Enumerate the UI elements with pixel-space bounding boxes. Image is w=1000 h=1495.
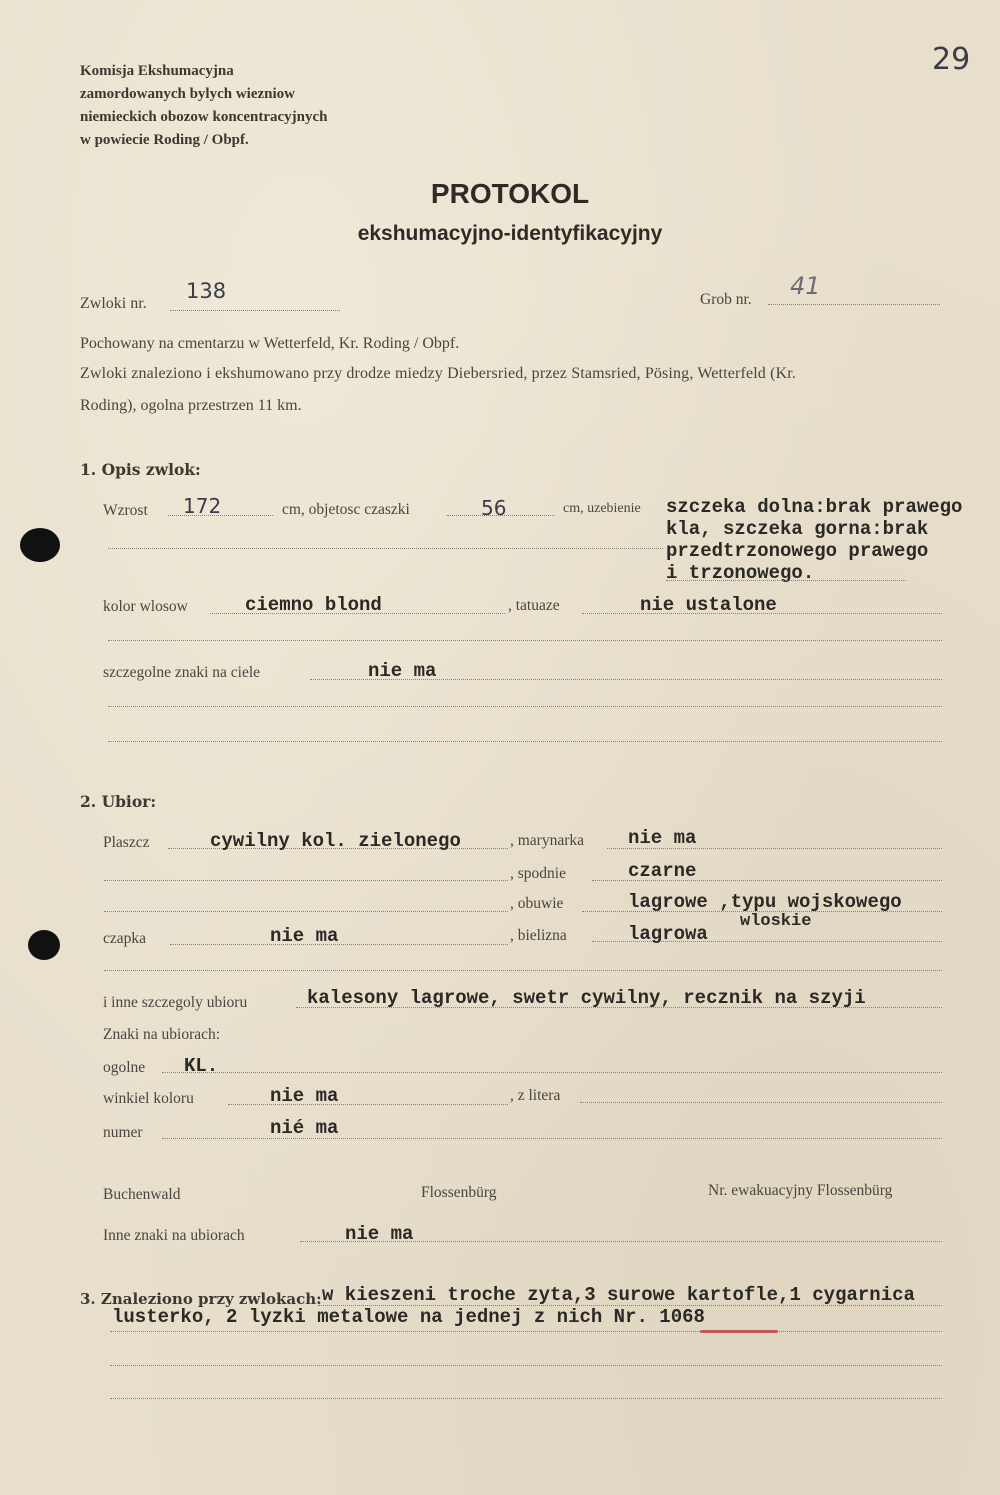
obuwie-value: lagrowe ,typu wojskowego [628,891,902,913]
grob-label: Grob nr. [700,291,752,308]
header-line: Komisja Ekshumacyjna [80,63,234,79]
uzebienie-label: cm, uzebienie [563,501,641,516]
obuwie-extra: wloskie [740,912,812,931]
inne-znaki-value: nie ma [345,1223,414,1245]
wzrost-label: Wzrost [103,502,148,519]
numer-label: numer [103,1124,143,1141]
document-subtitle: ekshumacyjno-identyfikacyjny [357,222,663,245]
cemetery-text: Pochowany na cmentarzu w Wetterfeld, Kr. Roding / Obpf. [80,335,460,352]
uzebienie-line: szczeka dolna:brak prawego [666,496,963,518]
section3-title: 3. Znaleziono przy zwlokach: [80,1290,322,1308]
zwloki-label: Zwloki nr. [80,295,147,312]
found-items-line2: lusterko, 2 lyzki metalowe na jednej z nich Nr. 1068 [112,1306,705,1328]
czapka-label: czapka [103,930,147,947]
numer-value: nié ma [270,1117,339,1139]
uzebienie-line: i trzonowego. [666,562,815,584]
buchenwald-label: Buchenwald [103,1186,181,1203]
winkiel-label: winkiel koloru [103,1090,194,1107]
inne-value: kalesony lagrowe, swetr cywilny, recznik na szyji [307,987,866,1009]
uzebienie-line: kla, szczeka gorna:brak [666,518,929,540]
tatuaze-label: , tatuaze [508,597,560,614]
ewakuacyjny-label: Nr. ewakuacyjny Flossenbürg [708,1182,893,1199]
znaki-value: nie ma [368,660,437,682]
punch-hole [28,930,60,960]
litera-label: , z litera [510,1087,561,1104]
marynarka-label: , marynarka [510,832,585,849]
plaszcz-value: cywilny kol. zielonego [210,830,461,852]
commission-header [80,60,327,152]
flossenburg-label: Flossenbürg [421,1184,497,1201]
znaki-label: szczegolne znaki na ciele [103,664,261,681]
zwloki-number: 138 [186,279,227,303]
bielizna-label: , bielizna [510,927,567,944]
document-title: PROTOKOL [430,178,590,209]
czaszka-value: 56 [481,496,507,520]
uzebienie-line: przedtrzonowego prawego [666,540,929,562]
punch-hole [20,528,60,562]
header-line: w powiecie Roding / Obpf. [80,132,249,148]
grob-number: 41 [790,272,821,300]
wzrost-value: 172 [183,494,222,518]
inne-znaki-label: Inne znaki na ubiorach [103,1227,245,1244]
marynarka-value: nie ma [628,827,697,849]
obuwie-label: , obuwie [510,895,564,912]
ogolne-label: ogolne [103,1059,146,1076]
kolor-label: kolor wlosow [103,598,188,615]
czaszka-label: cm, objetosc czaszki [282,501,410,518]
winkiel-value: nie ma [270,1085,339,1107]
ogolne-value: KL. [184,1055,219,1077]
found-items-line1: w kieszeni troche zyta,3 surowe kartofle,1 cygarnica [322,1284,915,1306]
inne-label: i inne szczegoly ubioru [103,994,248,1011]
bielizna-value: lagrowa [628,923,708,945]
red-underline [700,1330,778,1333]
header-line: zamordowanych bylych wiezniow [80,86,295,102]
spodnie-value: czarne [628,860,697,882]
header-line: niemieckich obozow koncentracyjnych [80,109,328,125]
location-text-cont: Roding), ogolna przestrzen 11 km. [80,397,302,414]
page-number: 29 [932,42,971,77]
znaki-ubior-label: Znaki na ubiorach: [103,1026,221,1043]
location-text: Zwloki znaleziono i ekshumowano przy drodze miedzy Diebersried, przez Stamsried, Pösing, Wetterfeld (Kr. [80,365,797,382]
tatuaze-value: nie ustalone [640,594,777,616]
section2-title: 2. Ubior: [80,792,157,811]
section1-title: 1. Opis zwlok: [80,460,201,479]
kolor-value: ciemno blond [245,594,382,616]
czapka-value: nie ma [270,925,339,947]
spodnie-label: , spodnie [510,865,566,882]
uzebienie-value [666,496,962,584]
plaszcz-label: Plaszcz [103,834,150,851]
